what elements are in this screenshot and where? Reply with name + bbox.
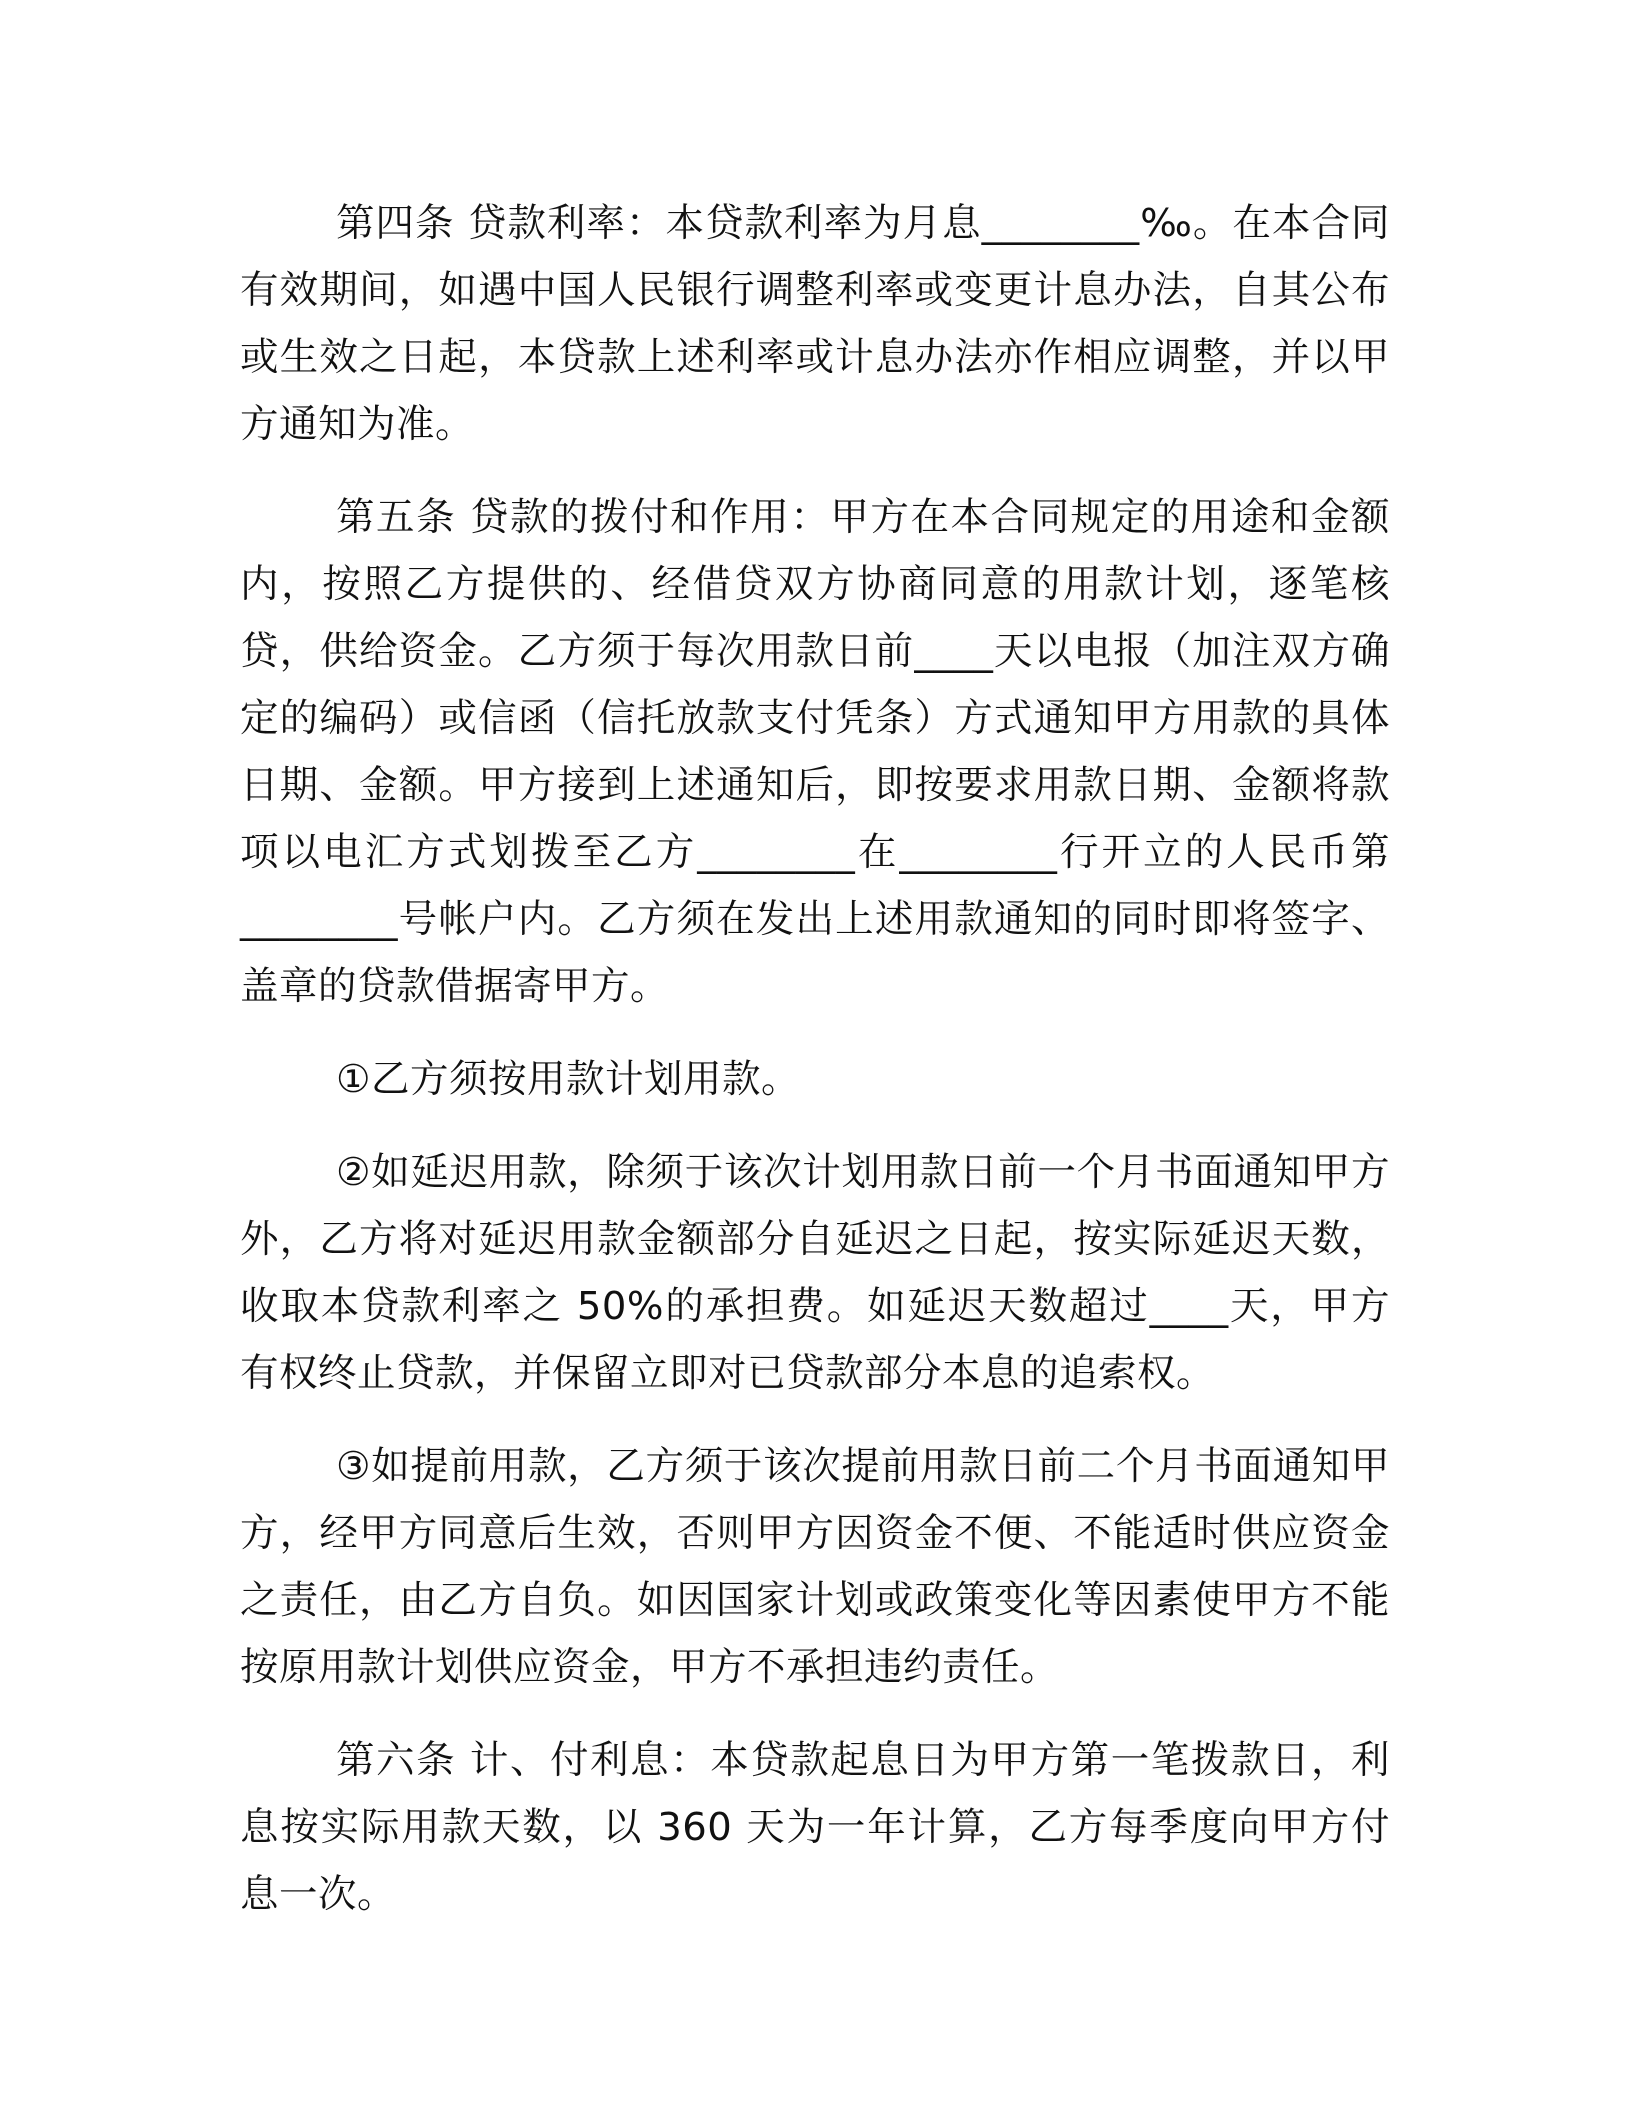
clause-3-early-use: ③如提前用款，乙方须于该次提前用款日前二个月书面通知甲方，经甲方同意后生效，否则甲方因资金不便、不能适时供应资金之责任，由乙方自负。如因国家计划或政策变化等因素使甲方不能按原用款计划供应资金，甲方不承担违约责任。 [240,1444,1390,1690]
article-6-interest-payment: 第六条 计、付利息：本贷款起息日为甲方第一笔拨款日，利息按实际用款天数，以 360 天为一年计算，乙方每季度向甲方付息一次。 [240,1738,1390,1917]
clause-1-use-by-plan: ①乙方须按用款计划用款。 [336,1057,801,1102]
article-4-interest-rate: 第四条 贷款利率：本贷款利率为月息________‰。在本合同有效期间，如遇中国人民银行调整利率或变更计息办法，自其公布或生效之日起，本贷款上述利率或计息办法亦作相应调整，并以甲方通知为准。 [240,201,1390,447]
article-5-loan-disbursement: 第五条 贷款的拨付和作用：甲方在本合同规定的用途和金额内，按照乙方提供的、经借贷双方协商同意的用款计划，逐笔核贷，供给资金。乙方须于每次用款日前____天以电报（加注双方确定的编码）或信函（信托放款支付凭条）方式通知甲方用款的具体日期、金额。甲方接到上述通知后，即按要求用款日期、金额将款项以电汇方式划拨至乙方________在________行开立的人民币第________号帐户内。乙方须在发出上述用款通知的同时即将签字、盖章的贷款借据寄甲方。 [240,495,1390,1009]
clause-2-delayed-use: ②如延迟用款，除须于该次计划用款日前一个月书面通知甲方外，乙方将对延迟用款金额部分自延迟之日起，按实际延迟天数，收取本贷款利率之 50%的承担费。如延迟天数超过____天，甲方有权终止贷款，并保留立即对已贷款部分本息的追索权。 [240,1150,1390,1396]
document-page [240,190,1390,1954]
